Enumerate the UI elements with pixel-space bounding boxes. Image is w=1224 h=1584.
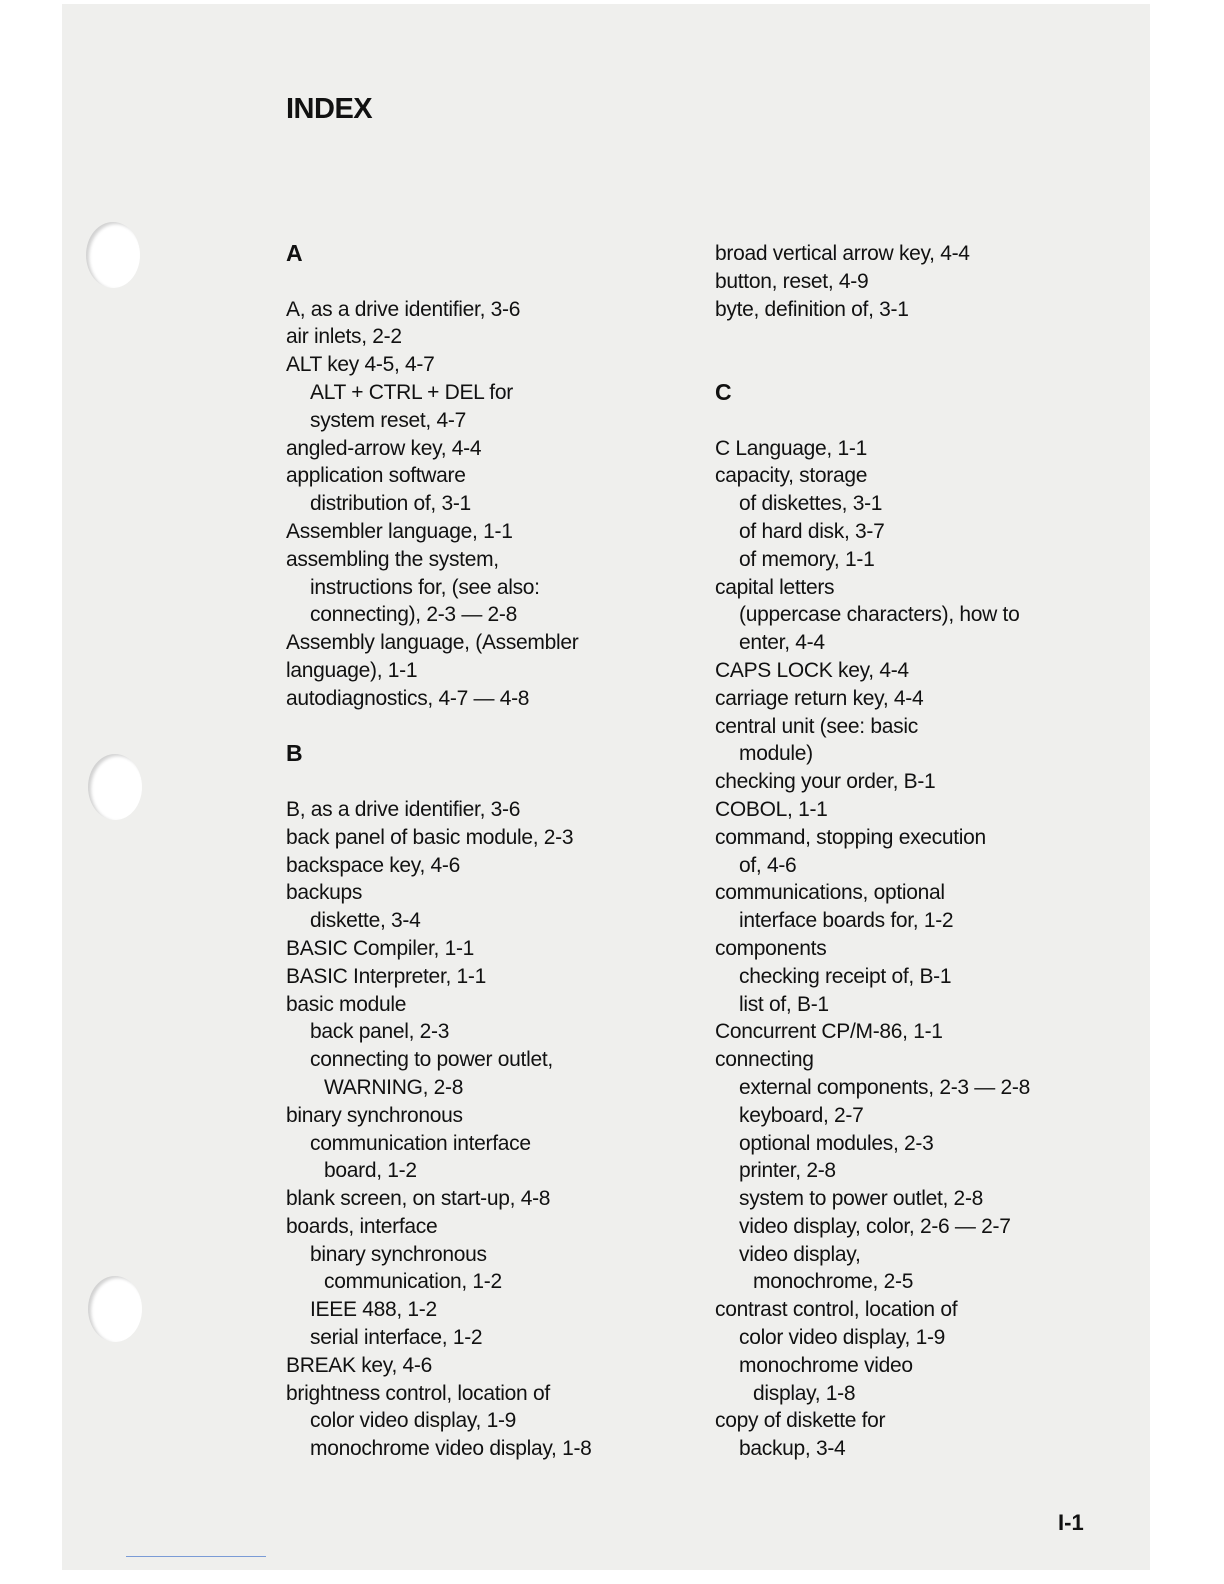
index-entry: command, stopping execution [715,825,986,849]
spacer [286,713,696,741]
index-subentry: checking receipt of, B-1 [739,964,952,988]
index-entry: Assembler language, 1-1 [286,519,513,543]
index-subentry: of diskettes, 3-1 [739,492,883,516]
index-entry: Assembly language, (Assembler [286,631,579,655]
index-subentry: back panel, 2-3 [310,1020,450,1044]
index-entry: application software [286,464,466,488]
index-entry: air inlets, 2-2 [286,325,402,349]
index-entry: assembling the system, [286,547,499,571]
index-entry: brightness control, location of [286,1381,550,1405]
index-entry: BREAK key, 4-6 [286,1353,432,1377]
index-subentry: system to power outlet, 2-8 [739,1187,984,1211]
index-subentry: video display, [739,1242,861,1266]
index-entry: BASIC Compiler, 1-1 [286,936,475,960]
section-letter: B [286,740,303,767]
index-entry: copy of diskette for [715,1409,886,1433]
index-entry: carriage return key, 4-4 [715,686,924,710]
index-entry: autodiagnostics, 4-7 — 4-8 [286,686,530,710]
index-subentry: backup, 3-4 [739,1437,846,1461]
index-entry: CAPS LOCK key, 4-4 [715,658,909,682]
index-subentry: color video display, 1-9 [310,1409,517,1433]
index-entry: communications, optional [715,881,945,905]
index-entry: checking your order, B-1 [715,770,936,794]
index-subentry: of, 4-6 [739,853,797,877]
index-entry: backspace key, 4-6 [286,853,460,877]
index-subentry: keyboard, 2-7 [739,1103,864,1127]
index-entry: contrast control, location of [715,1298,958,1322]
index-entry: language), 1-1 [286,658,418,682]
index-subentry: of hard disk, 3-7 [739,519,885,543]
index-subentry: display, 1-8 [753,1381,856,1405]
binder-hole-top [86,222,140,288]
index-subentry: binary synchronous [310,1242,487,1266]
index-entry: angled-arrow key, 4-4 [286,436,482,460]
index-subentry: serial interface, 1-2 [310,1326,483,1350]
index-subentry: diskette, 3-4 [310,909,421,933]
binder-hole-bottom [88,1276,142,1342]
index-column-left [286,240,696,1463]
spacer [715,407,1125,435]
binder-hole-middle [88,754,142,820]
index-entry: back panel of basic module, 2-3 [286,825,574,849]
index-subentry: external components, 2-3 — 2-8 [739,1075,1030,1099]
index-subentry: video display, color, 2-6 — 2-7 [739,1214,1011,1238]
index-subentry: (uppercase characters), how to [739,603,1020,627]
page-title: INDEX [286,93,373,125]
index-entry: backups [286,881,363,905]
index-entry: Concurrent CP/M-86, 1-1 [715,1020,943,1044]
index-entry: COBOL, 1-1 [715,797,828,821]
index-subentry: monochrome video display, 1-8 [310,1437,592,1461]
spacer [286,268,696,296]
section-letter: C [715,378,732,405]
index-subentry: WARNING, 2-8 [324,1075,464,1099]
index-subentry: instructions for, (see also: [310,575,540,599]
index-subentry: distribution of, 3-1 [310,492,471,516]
index-entry: A, as a drive identifier, 3-6 [286,297,521,321]
scan-mark [126,1556,266,1557]
index-subentry: of memory, 1-1 [739,547,875,571]
index-column-right [715,240,1125,1463]
index-entry: components [715,936,827,960]
index-entry: capital letters [715,575,835,599]
index-entry: button, reset, 4-9 [715,269,869,293]
index-entry: basic module [286,992,407,1016]
index-entry: B, as a drive identifier, 3-6 [286,797,521,821]
index-subentry: board, 1-2 [324,1159,417,1183]
spacer [286,768,696,796]
index-subentry: system reset, 4-7 [310,408,466,432]
index-subentry: printer, 2-8 [739,1159,836,1183]
index-subentry: module) [739,742,813,766]
spacer [715,323,1125,379]
index-entry: BASIC Interpreter, 1-1 [286,964,486,988]
index-subentry: connecting), 2-3 — 2-8 [310,603,518,627]
index-subentry: communication, 1-2 [324,1270,502,1294]
index-entry: connecting [715,1048,814,1072]
index-subentry: optional modules, 2-3 [739,1131,934,1155]
index-subentry: monochrome video [739,1353,913,1377]
index-subentry: communication interface [310,1131,531,1155]
index-entry: byte, definition of, 3-1 [715,297,909,321]
index-subentry: IEEE 488, 1-2 [310,1298,437,1322]
index-entry: capacity, storage [715,464,868,488]
index-subentry: monochrome, 2-5 [753,1270,914,1294]
page-number: I-1 [1058,1510,1084,1535]
index-subentry: interface boards for, 1-2 [739,909,954,933]
index-entry: ALT key 4-5, 4-7 [286,353,435,377]
index-subentry: connecting to power outlet, [310,1048,553,1072]
index-entry: central unit (see: basic [715,714,918,738]
section-letter: A [286,240,303,266]
index-subentry: ALT + CTRL + DEL for [310,380,513,404]
index-entry: broad vertical arrow key, 4-4 [715,242,970,265]
index-subentry: list of, B-1 [739,992,829,1016]
index-entry: binary synchronous [286,1103,463,1127]
index-subentry: color video display, 1-9 [739,1326,946,1350]
index-entry: blank screen, on start-up, 4-8 [286,1187,551,1211]
index-entry: boards, interface [286,1214,438,1238]
index-entry: C Language, 1-1 [715,436,867,460]
index-subentry: enter, 4-4 [739,631,825,655]
